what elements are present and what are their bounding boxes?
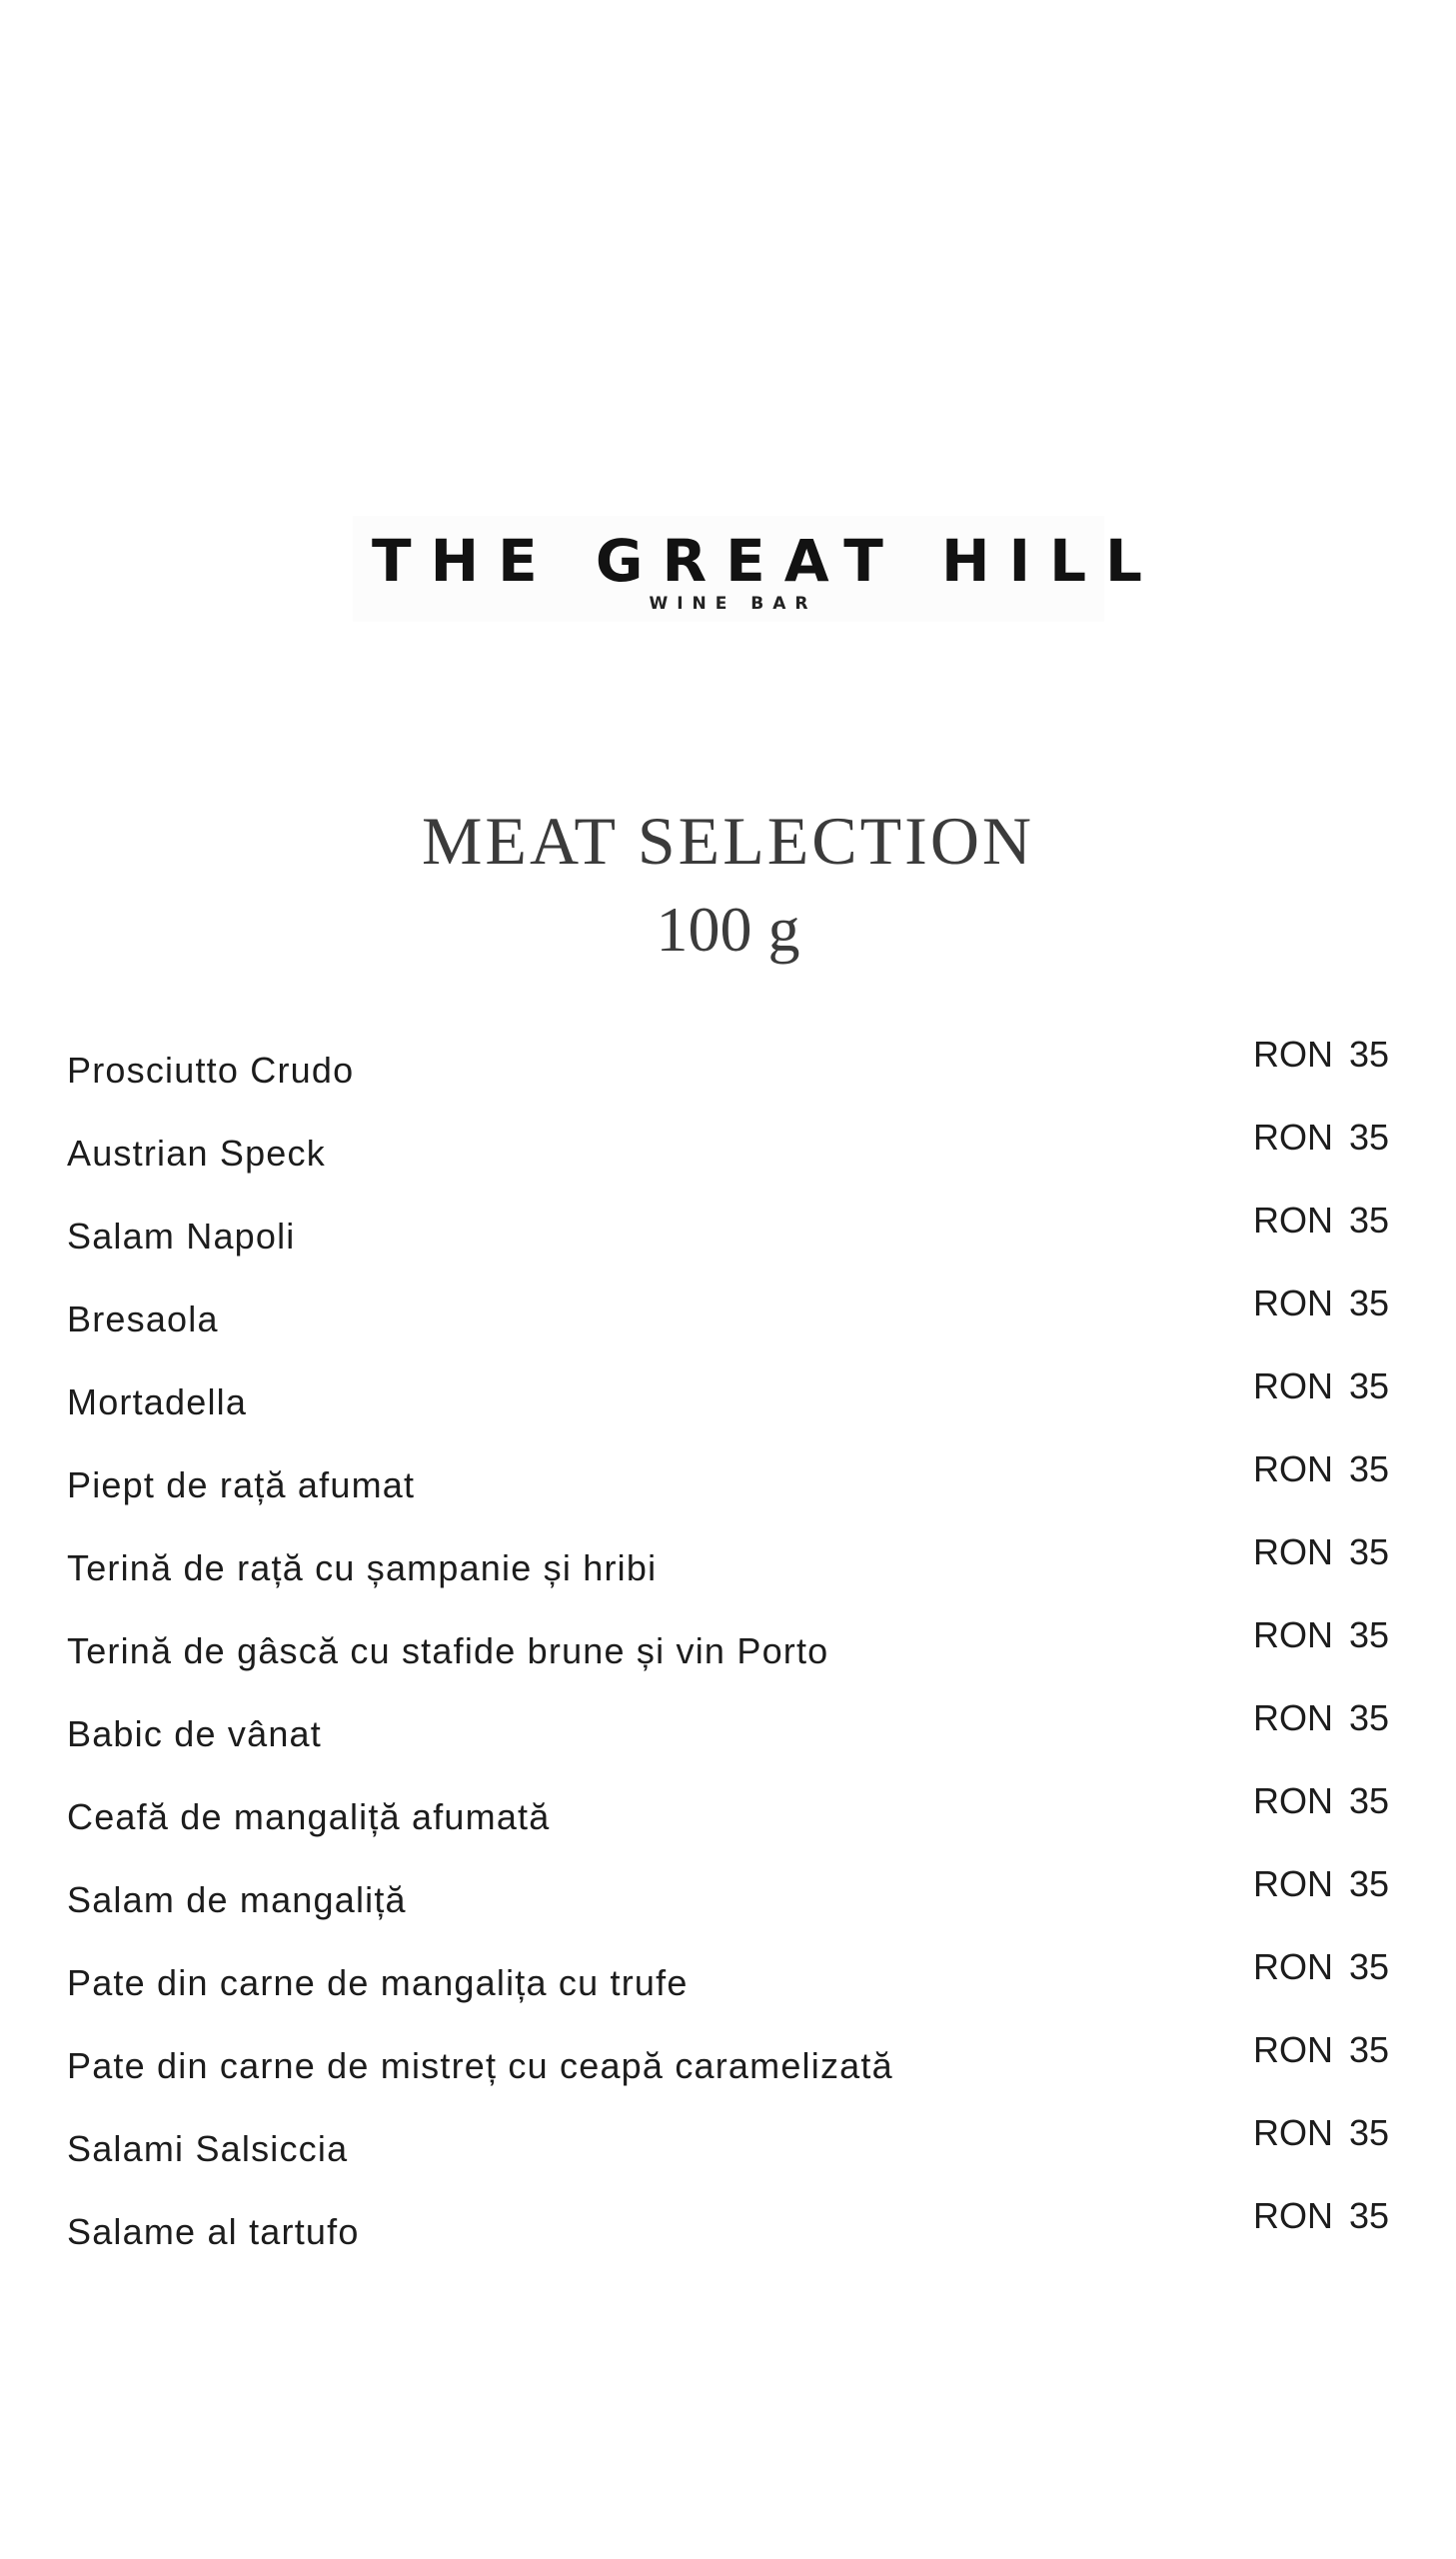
item-name: Salame al tartufo bbox=[67, 2211, 360, 2252]
item-name: Bresaola bbox=[67, 1298, 219, 1339]
menu-item bbox=[67, 1116, 1389, 1199]
item-price: RON 35 bbox=[1252, 1448, 1389, 1489]
item-name: Prosciutto Crudo bbox=[67, 1050, 355, 1091]
item-price: RON 35 bbox=[1252, 1697, 1389, 1738]
menu-item bbox=[67, 1779, 1389, 1862]
item-name: Salami Salsiccia bbox=[67, 2128, 349, 2169]
item-price: RON 35 bbox=[1252, 1200, 1389, 1241]
menu-item bbox=[67, 1613, 1389, 1696]
brand-tagline: WINE BAR bbox=[649, 594, 817, 614]
menu-item bbox=[67, 2111, 1389, 2194]
item-price: RON 35 bbox=[1252, 1946, 1389, 1987]
menu-item bbox=[67, 1447, 1389, 1530]
menu-item bbox=[67, 1862, 1389, 1945]
item-price: RON 35 bbox=[1252, 1531, 1389, 1572]
brand-name: THE GREAT HILL bbox=[372, 527, 1161, 595]
item-price: RON 35 bbox=[1252, 1863, 1389, 1904]
menu-item bbox=[67, 1364, 1389, 1447]
item-name: Terină de gâscă cu stafide brune și vin Porto bbox=[67, 1630, 829, 1671]
item-name: Pate din carne de mistreț cu ceapă caramelizată bbox=[67, 2045, 893, 2086]
item-price: RON 35 bbox=[1252, 1034, 1389, 1075]
item-name: Piept de rață afumat bbox=[67, 1464, 416, 1505]
menu-item bbox=[67, 1281, 1389, 1364]
item-name: Salam Napoli bbox=[67, 1216, 296, 1257]
menu-item bbox=[67, 1033, 1389, 1116]
item-price: RON 35 bbox=[1252, 2112, 1389, 2153]
item-name: Salam de mangaliță bbox=[67, 1879, 407, 1920]
menu-item bbox=[67, 1696, 1389, 1779]
portion-size: 100 g bbox=[656, 894, 800, 965]
item-price: RON 35 bbox=[1252, 1780, 1389, 1821]
section-title: MEAT SELECTION bbox=[421, 803, 1035, 879]
item-name: Terină de rață cu șampanie și hribi bbox=[67, 1547, 658, 1588]
menu-list bbox=[67, 1033, 1389, 2277]
menu-item bbox=[67, 1199, 1389, 1281]
item-price: RON 35 bbox=[1252, 2029, 1389, 2070]
menu-item bbox=[67, 1530, 1389, 1613]
item-price: RON 35 bbox=[1252, 1117, 1389, 1158]
item-name: Austrian Speck bbox=[67, 1133, 326, 1174]
menu-item bbox=[67, 2194, 1389, 2277]
item-name: Ceafă de mangaliță afumată bbox=[67, 1796, 551, 1837]
item-price: RON 35 bbox=[1252, 1365, 1389, 1406]
menu-item bbox=[67, 1945, 1389, 2028]
brand-logo bbox=[353, 516, 1161, 622]
item-price: RON 35 bbox=[1252, 1614, 1389, 1655]
item-price: RON 35 bbox=[1252, 2195, 1389, 2236]
item-name: Babic de vânat bbox=[67, 1713, 322, 1754]
item-price: RON 35 bbox=[1252, 1282, 1389, 1323]
menu-item bbox=[67, 2028, 1389, 2111]
item-name: Pate din carne de mangalița cu trufe bbox=[67, 1962, 689, 2003]
item-name: Mortadella bbox=[67, 1381, 248, 1422]
